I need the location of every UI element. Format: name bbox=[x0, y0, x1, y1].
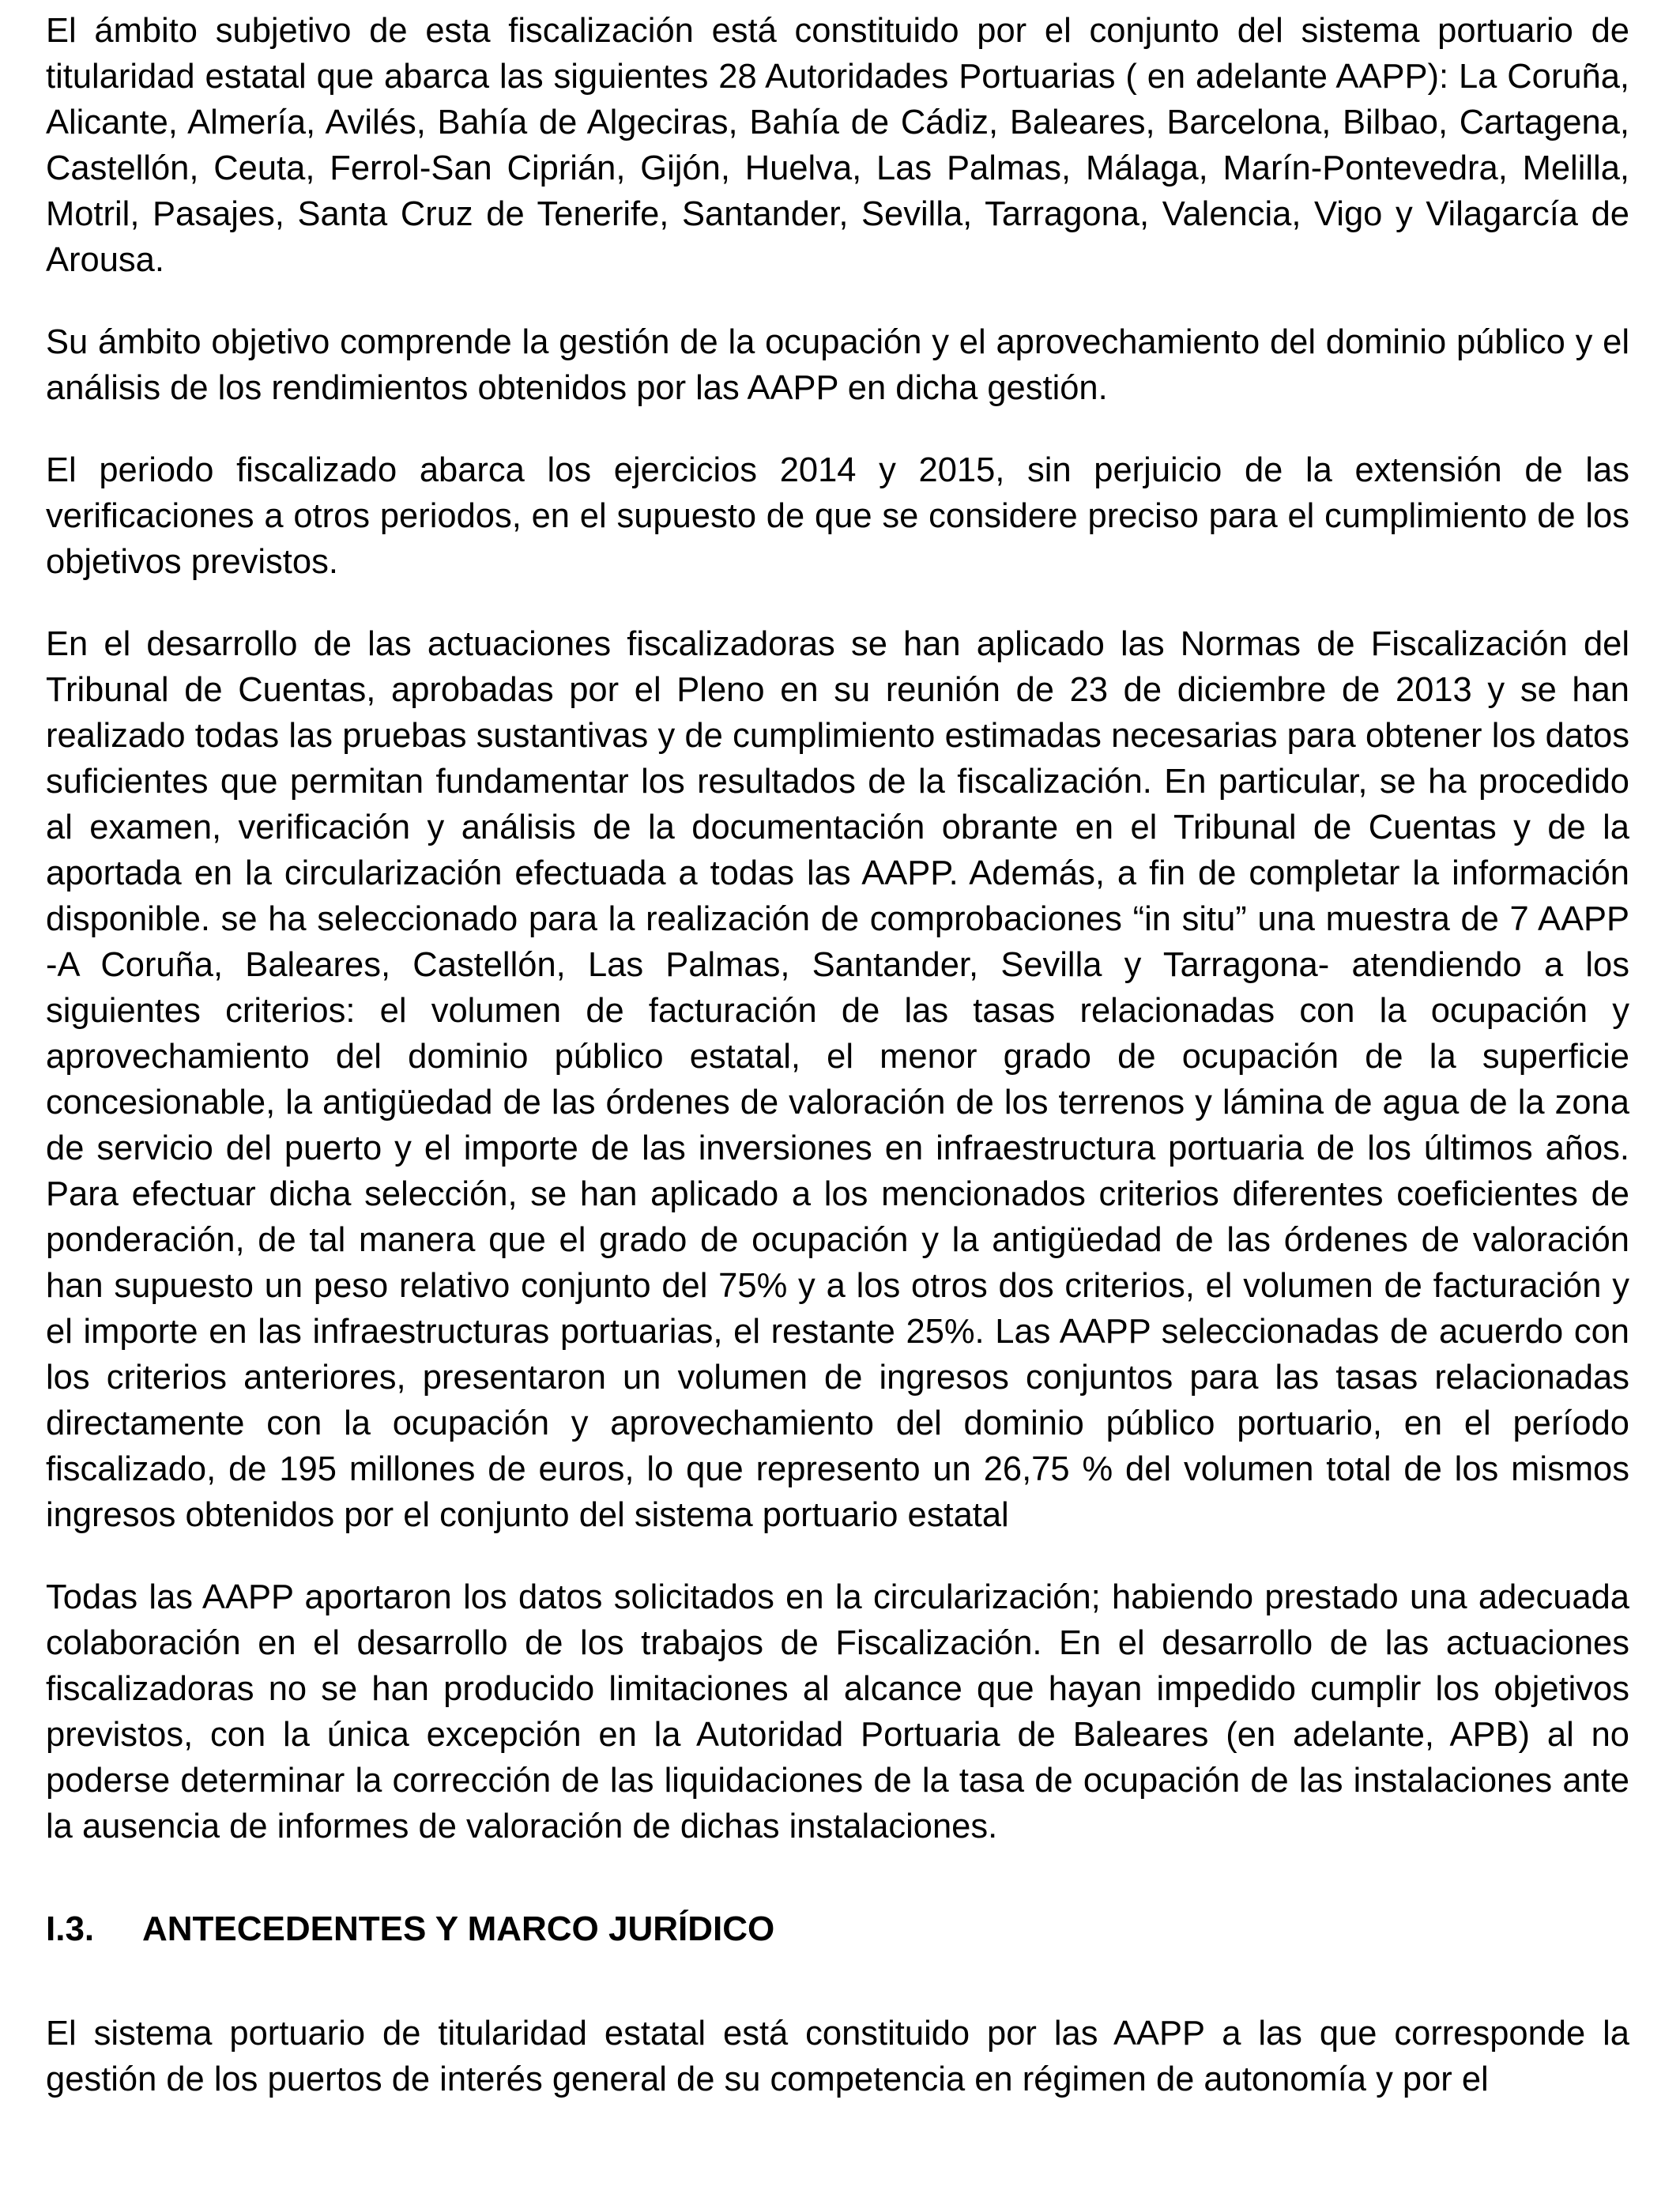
paragraph-ambito-subjetivo: El ámbito subjetivo de esta fiscalización está constituido por el conjunto del sistema portuario de titularidad estatal que abarca las siguientes 28 Autoridades Portuarias ( en adelante AAPP): La Coruña, Alicante, Almería, Avilés, Bahía de Algeciras, Bahía de Cádiz, Baleares, Barcelona, Bilbao, Cartagena, Castellón, Ceuta, Ferrol-San Ciprián, Gijón, Huelva, Las Palmas, Málaga, Marín-Pontevedra, Melilla, Motril, Pasajes, Santa Cruz de Tenerife, Santander, Sevilla, Tarragona, Valencia, Vigo y Vilagarcía de Arousa. bbox=[46, 12, 1629, 279]
paragraph-periodo-fiscalizado: El periodo fiscalizado abarca los ejercicios 2014 y 2015, sin perjuicio de la extensión de las verificaciones a otros periodos, en el supuesto de que se considere preciso para el cumplimiento de los objetivos previstos. bbox=[46, 451, 1629, 581]
section-heading bbox=[46, 1906, 1629, 1952]
section-number: I.3. bbox=[46, 1909, 95, 1948]
paragraph-actuaciones-fiscalizadoras: En el desarrollo de las actuaciones fiscalizadoras se han aplicado las Normas de Fiscalización del Tribunal de Cuentas, aprobadas por el Pleno en su reunión de 23 de diciembre de 2013 y se han realizado todas las pruebas sustantivas y de cumplimiento estimadas necesarias para obtener los datos suficientes que permitan fundamentar los resultados de la fiscalización. En particular, se ha procedido al examen, verificación y análisis de la documentación obrante en el Tribunal de Cuentas y de la aportada en la circularización efectuada a todas las AAPP. Además, a fin de completar la información disponible. se ha seleccionado para la realización de comprobaciones “in situ” una muestra de 7 AAPP -A Coruña, Baleares, Castellón, Las Palmas, Santander, Sevilla y Tarragona- atendiendo a los siguientes criterios: el volumen de facturación de las tasas relacionadas con la ocupación y aprovechamiento del dominio público estatal, el menor grado de ocupación de la superficie concesionable, la antigüedad de las órdenes de valoración de los terrenos y lámina de agua de la zona de servicio del puerto y el importe de las inversiones en infraestructura portuaria de los últimos años. Para efectuar dicha selección, se han aplicado a los mencionados criterios diferentes coeficientes de ponderación, de tal manera que el grado de ocupación y la antigüedad de las órdenes de valoración han supuesto un peso relativo conjunto del 75% y a los otros dos criterios, el volumen de facturación y el importe en las infraestructuras portuarias, el restante 25%. Las AAPP seleccionadas de acuerdo con los criterios anteriores, presentaron un volumen de ingresos conjuntos para las tasas relacionadas directamente con la ocupación y aprovechamiento del dominio público portuario, en el período fiscalizado, de 195 millones de euros, lo que represento un 26,75 % del volumen total de los mismos ingresos obtenidos por el conjunto del sistema portuario estatal bbox=[46, 625, 1629, 1534]
section-title: ANTECEDENTES Y MARCO JURÍDICO bbox=[142, 1909, 775, 1948]
paragraph-sistema-portuario: El sistema portuario de titularidad estatal está constituido por las AAPP a las que corresponde la gestión de los puertos de interés general de su competencia en régimen de autonomía y por el bbox=[46, 2015, 1629, 2098]
paragraph-colaboracion-aapp: Todas las AAPP aportaron los datos solicitados en la circularización; habiendo prestado una adecuada colaboración en el desarrollo de los trabajos de Fiscalización. En el desarrollo de las actuaciones fiscalizadoras no se han producido limitaciones al alcance que hayan impedido cumplir los objetivos previstos, con la única excepción en la Autoridad Portuaria de Baleares (en adelante, APB) al no poderse determinar la corrección de las liquidaciones de la tasa de ocupación de las instalaciones ante la ausencia de informes de valoración de dichas instalaciones. bbox=[46, 1578, 1629, 1845]
paragraph-ambito-objetivo: Su ámbito objetivo comprende la gestión de la ocupación y el aprovechamiento del dominio público y el análisis de los rendimientos obtenidos por las AAPP en dicha gestión. bbox=[46, 323, 1629, 407]
document-page bbox=[46, 8, 1629, 2102]
